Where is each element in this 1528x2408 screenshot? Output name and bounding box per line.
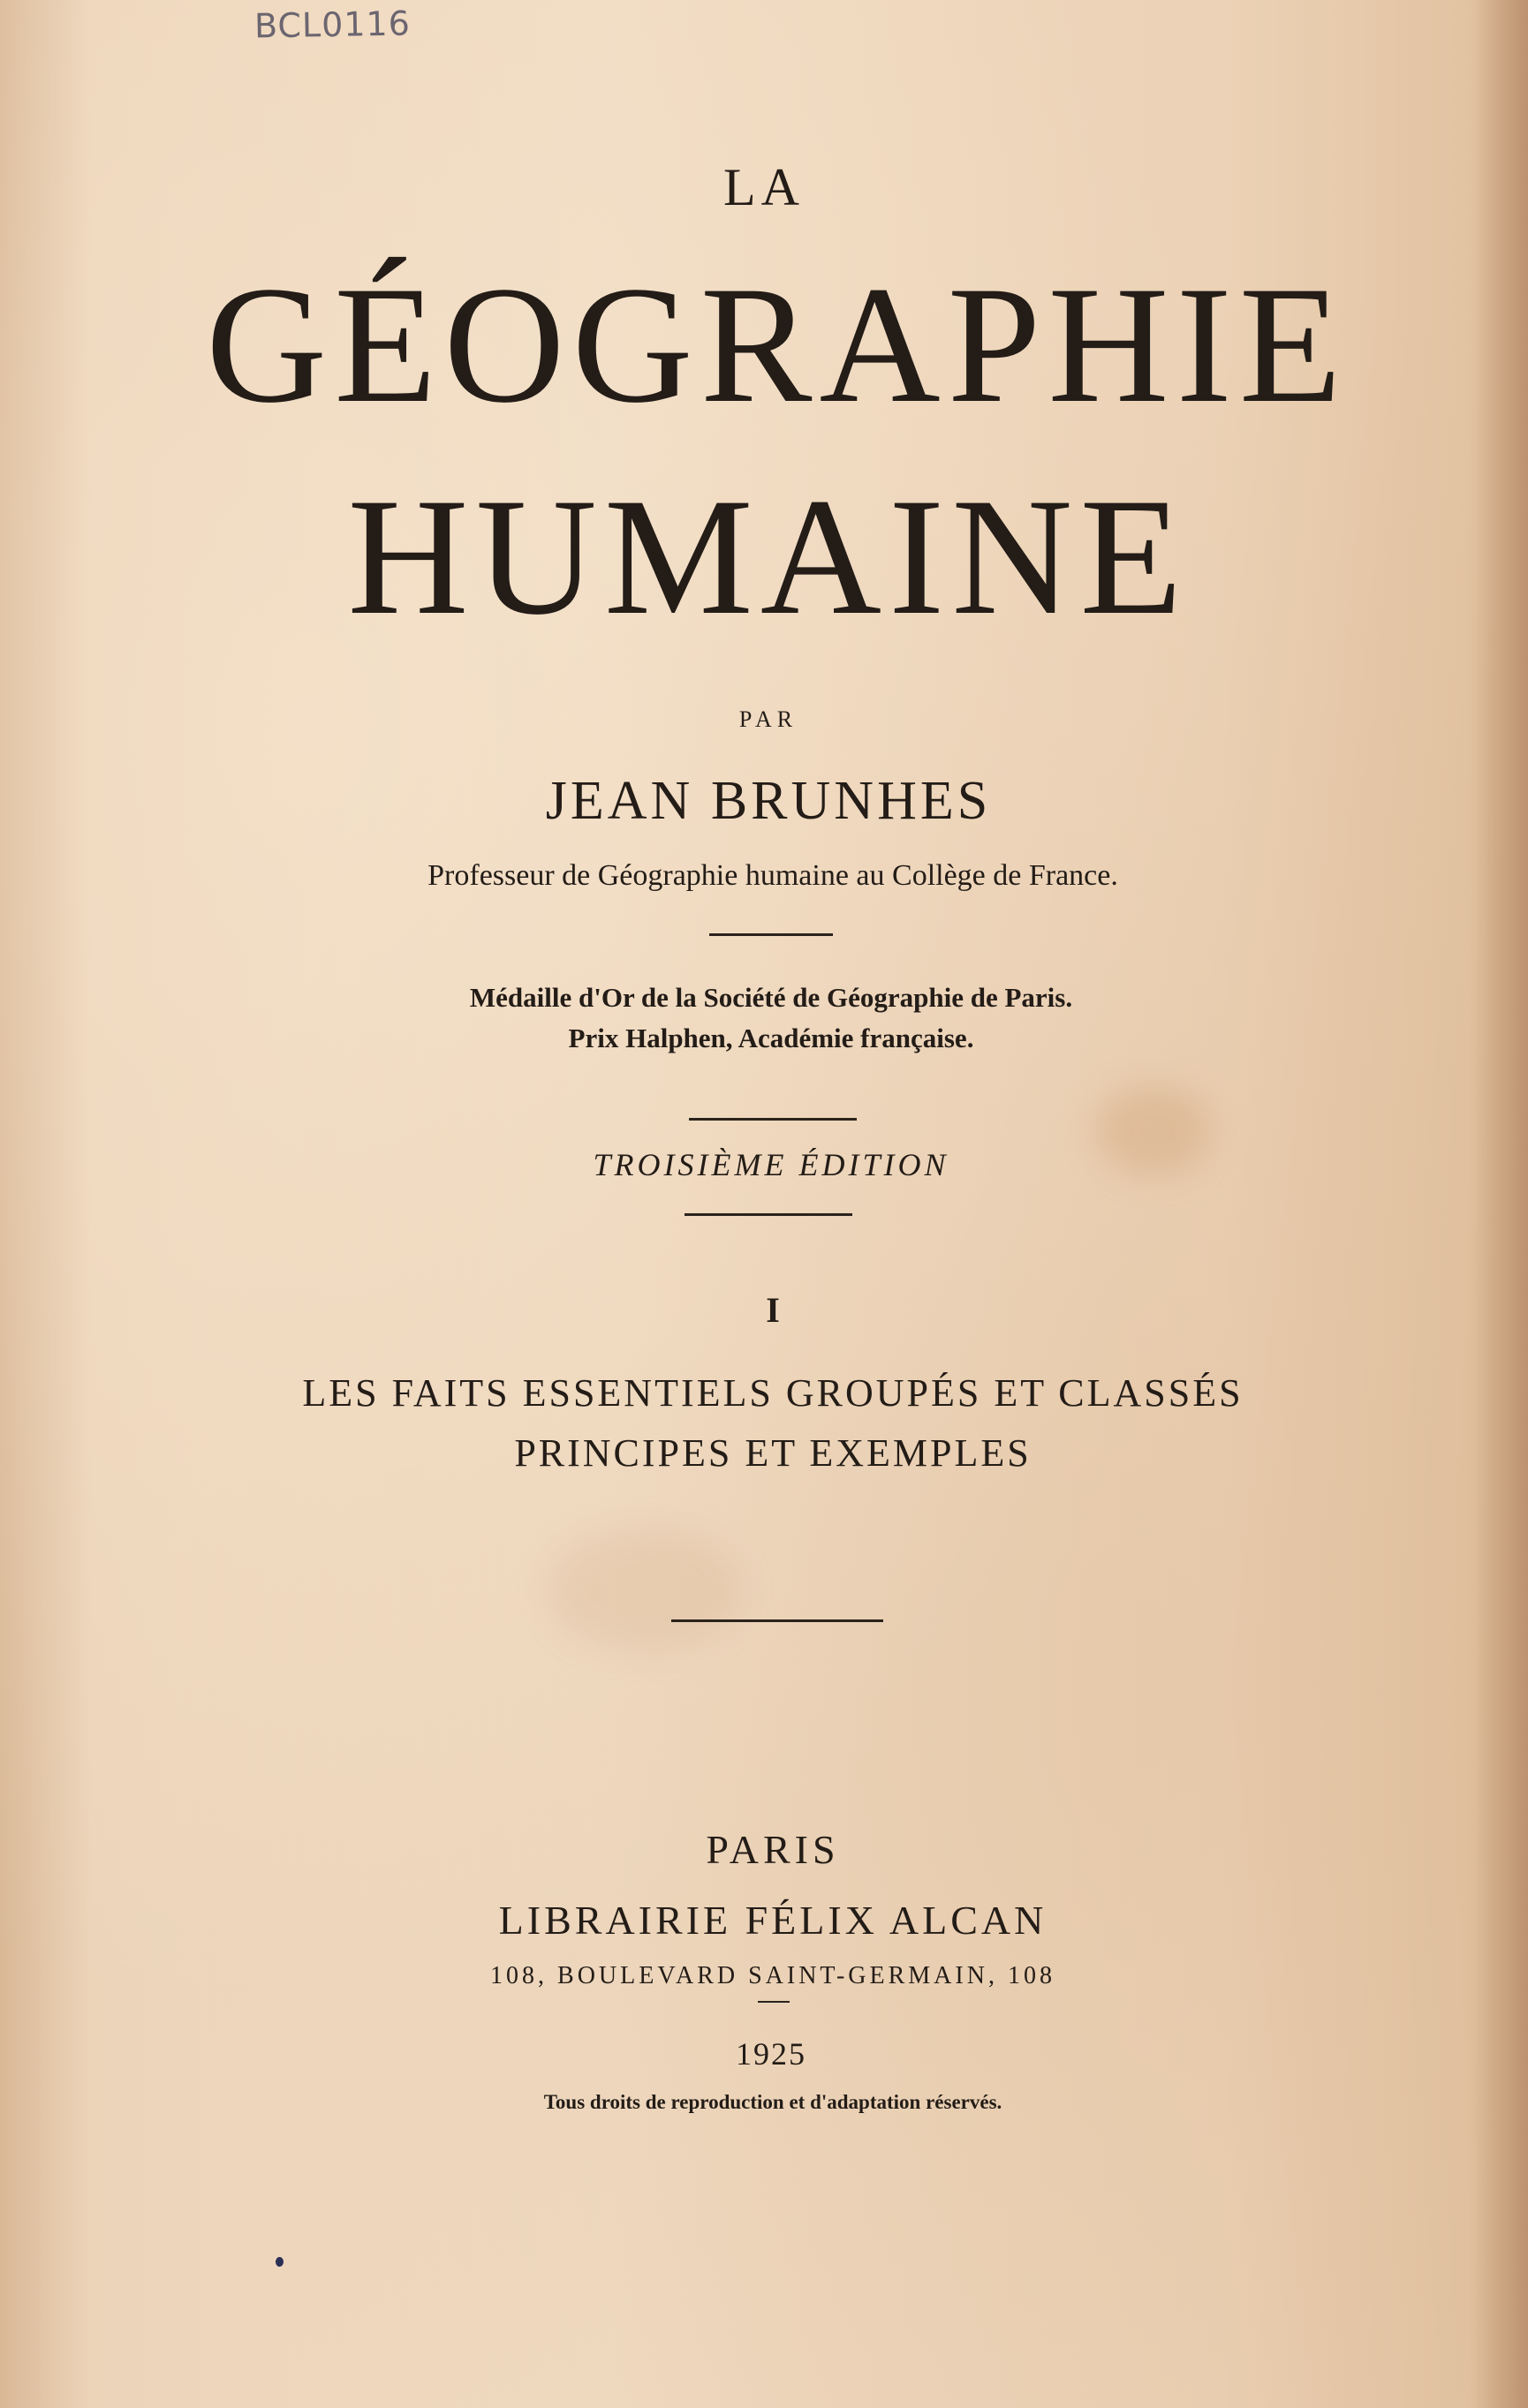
volume-subtitle-line-2: PRINCIPES ET EXEMPLES (514, 1431, 1032, 1475)
author-position: Professeur de Géographie humaine au Collège de France. (427, 859, 1118, 892)
divider-rule (685, 1213, 852, 1216)
divider-rule (689, 1118, 857, 1121)
edition-label: TROISIÈME ÉDITION (593, 1147, 949, 1182)
volume-subtitle-line-1: LES FAITS ESSENTIELS GROUPÉS ET CLASSÉS (302, 1371, 1244, 1415)
title-line-2: HUMAINE (347, 464, 1190, 650)
divider-rule (671, 1619, 883, 1622)
rights-notice: Tous droits de reproduction et d'adaptation réservés. (543, 2091, 1002, 2113)
imprint-city: PARIS (706, 1827, 840, 1872)
byline: PAR (738, 706, 798, 732)
handwritten-shelfmark: BCL0116 (253, 4, 412, 46)
imprint-address: 108, BOULEVARD SAINT-GERMAIN, 108 (490, 1962, 1055, 1989)
title-line-1: GÉOGRAPHIE (206, 253, 1349, 438)
divider-rule (709, 933, 833, 936)
short-divider-rule (758, 2001, 790, 2003)
imprint-year: 1925 (736, 2036, 806, 2072)
paper-stain (548, 1528, 742, 1651)
award-line-1: Médaille d'Or de la Société de Géographie de Paris. (469, 982, 1073, 1013)
author-name: JEAN BRUNHES (545, 771, 992, 831)
imprint-publisher: LIBRAIRIE FÉLIX ALCAN (498, 1898, 1048, 1943)
volume-number: I (766, 1290, 780, 1330)
award-line-2: Prix Halphen, Académie française. (568, 1023, 974, 1053)
ink-dot (276, 2257, 284, 2267)
title-article: LA (723, 158, 805, 216)
